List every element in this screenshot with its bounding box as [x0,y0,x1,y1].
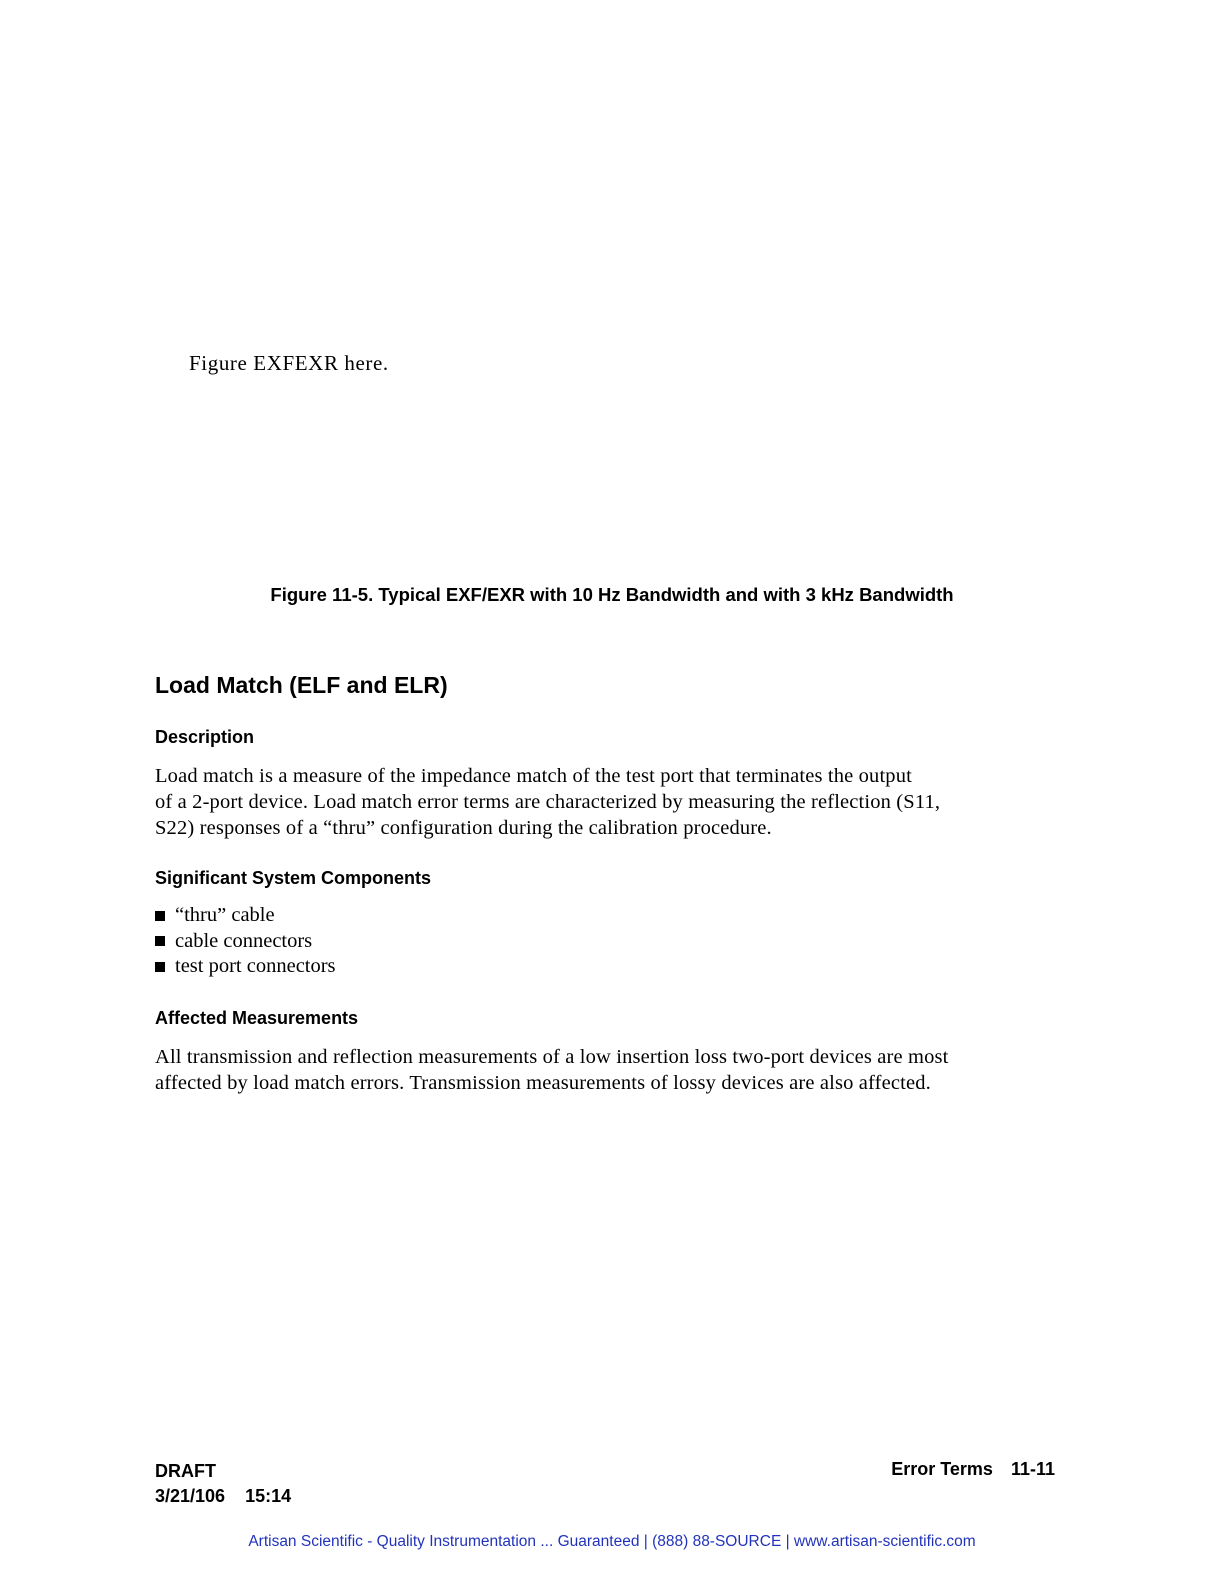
footer-date: 3/21/106 [155,1486,226,1506]
list-item [155,954,336,980]
chapter-title: Error Terms [891,1459,993,1479]
footer-left [155,1459,291,1509]
section-title: Load Match (ELF and ELR) [155,672,448,698]
list-item-label: “thru” cable [175,904,275,926]
list-item-label: test port connectors [175,955,336,977]
affected-paragraph [155,1044,1055,1096]
figure-placeholder: Figure EXFEXR here. [189,351,389,375]
description-heading: Description [155,727,255,747]
draft-label: DRAFT [155,1461,216,1481]
components-heading: Significant System Components [155,868,432,888]
square-bullet-icon [155,962,165,972]
affected-line: affected by load match errors. Transmission measurements of lossy devices are also affected. [155,1072,931,1094]
description-line: Load match is a measure of the impedance match of the test port that terminates the output [155,765,912,787]
description-paragraph [155,763,1055,841]
figure-caption: Figure 11-5. Typical EXF/EXR with 10 Hz Bandwidth and with 3 kHz Bandwidth [270,584,954,605]
components-list [155,903,336,980]
description-line: S22) responses of a “thru” configuration during the calibration procedure. [155,817,772,839]
vendor-footer-link[interactable]: Artisan Scientific - Quality Instrumentation ... Guaranteed | (888) 88-SOURCE | www.artisan-scientific.com [248,1533,976,1550]
page-number: 11-11 [1010,1459,1055,1479]
list-item-label: cable connectors [175,929,313,952]
list-item [155,929,336,955]
footer-right [891,1459,1055,1480]
footer-time: 15:14 [245,1486,292,1506]
affected-line: All transmission and reflection measurements of a low insertion loss two-port devices are most [155,1046,949,1068]
square-bullet-icon [155,911,165,921]
affected-heading: Affected Measurements [155,1008,359,1028]
footer-date-time [155,1484,291,1509]
description-line: of a 2-port device. Load match error terms are characterized by measuring the reflection (S11, [155,791,941,813]
list-item [155,903,336,929]
square-bullet-icon [155,936,165,946]
